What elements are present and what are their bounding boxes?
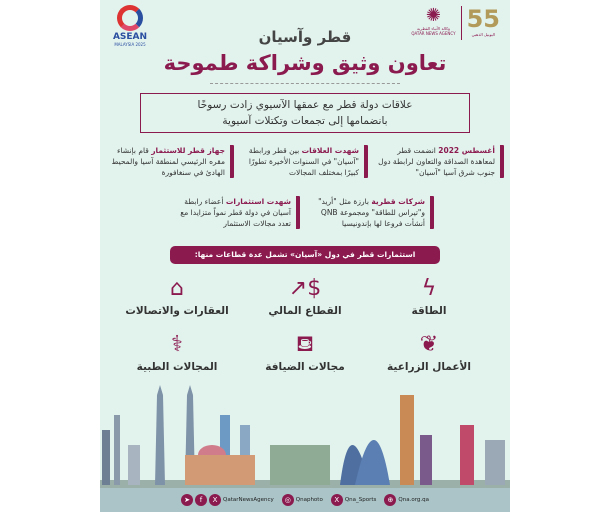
fact-text: بارزة مثل "أريد" و"تيراس للطاقة" ومجموعة QNB أنشأت فروعا لها بإندونيسيا — [318, 197, 425, 228]
skyline-illustration — [100, 385, 510, 490]
intro-line: بانضمامها إلى تجمعات وتكتلات آسيوية — [222, 115, 388, 127]
fact-highlight: شركات قطرية — [371, 197, 425, 206]
divider — [210, 83, 400, 84]
qna-emblem-icon: ✺ — [425, 5, 442, 26]
social-instagram[interactable] — [282, 494, 323, 506]
plant-hand-icon: ❦ — [419, 332, 439, 357]
handle-text[interactable]: Qna.org.qa — [398, 497, 429, 503]
asean-text: ASEAN — [112, 32, 148, 42]
x-icon[interactable]: X — [331, 494, 343, 506]
instagram-icon[interactable]: ◎ — [282, 494, 294, 506]
globe-icon[interactable]: ⊕ — [384, 494, 396, 506]
sector-finance — [240, 274, 370, 318]
footer-social — [100, 488, 510, 512]
fact-item — [238, 145, 368, 178]
agency-ar: وكالة الأنباء القطرية — [417, 26, 450, 31]
sector-label: الأعمال الزراعية — [387, 361, 471, 373]
infographic — [100, 0, 510, 512]
intro-line: علاقات دولة قطر مع عمقها الآسيوي زادت رسوخًا — [197, 99, 413, 111]
page-title: تعاون وثيق وشراكة طموحة — [163, 51, 447, 75]
fact-highlight: شهدت العلاقات — [301, 146, 359, 155]
sector-hospitality — [240, 330, 370, 374]
handle-text[interactable]: Qna_Sports — [344, 497, 377, 503]
agency-en: QATAR NEWS AGENCY — [411, 31, 456, 36]
fact-highlight: جهاز قطر للاستثمار — [151, 146, 225, 155]
fact-highlight: شهدت استثمارات — [225, 197, 291, 206]
sector-label: العقارات والاتصالات — [125, 305, 229, 317]
lightning-icon: ϟ — [421, 276, 437, 301]
social-sports[interactable] — [331, 494, 377, 506]
asean-subtext: MALAYSIA 2025 — [114, 42, 146, 47]
finance-growth-icon: $↗ — [288, 276, 322, 301]
sector-energy — [364, 274, 494, 318]
website-link[interactable] — [384, 494, 429, 506]
sector-label: مجالات الضيافة — [265, 361, 345, 373]
fact-highlight: أغسطس 2022 — [438, 146, 495, 155]
telegram-icon[interactable]: ➤ — [181, 494, 193, 506]
fact-item — [104, 145, 234, 178]
social-qatarnewsagency[interactable] — [181, 494, 274, 506]
subtitle: قطر وآسيان — [258, 28, 352, 46]
handle-text[interactable]: QatarNewsAgency — [223, 497, 274, 503]
fact-text: أعضاء رابطة آسيان في دولة قطر نمواً متزايدا مع تعدد مجالات الاستثمار — [180, 197, 291, 228]
anniversary-logo: 55 — [466, 5, 500, 33]
fact-item — [170, 196, 300, 229]
fact-text: بين قطر ورابطة "آسيان" في السنوات الأخيرة تطورًا كبيرًا بمختلف المجالات — [248, 146, 359, 177]
house-hand-icon: ⌂ — [170, 276, 184, 301]
stethoscope-icon: ⚕ — [171, 332, 183, 357]
handle-text[interactable]: Qnaphoto — [295, 497, 323, 503]
fact-item — [306, 196, 434, 229]
intro-box — [140, 93, 470, 133]
sector-medical — [112, 330, 242, 374]
sector-label: الطاقة — [411, 305, 447, 317]
x-icon[interactable]: X — [209, 494, 221, 506]
sector-real-estate — [112, 274, 242, 318]
hospitality-icon: ⛾ — [296, 332, 314, 357]
fact-text: قام بإنشاء مقره الرئيسي لمنطقة آسيا والمحيط الهادئ في سنغافورة — [111, 146, 225, 177]
fact-text: انضمت قطر لمعاهدة الصداقة والتعاون لرابطة دول جنوب شرق آسيا "آسيان" — [378, 146, 495, 177]
sector-agriculture — [364, 330, 494, 374]
anniversary-sub: اليوبيل الذهبي — [471, 32, 495, 37]
sector-label: القطاع المالي — [268, 305, 342, 317]
sector-label: المجالات الطبية — [136, 361, 218, 373]
sectors-banner: استثمارات قطر في دول «آسيان» تشمل عدة قطاعات منها: — [170, 246, 440, 264]
facebook-icon[interactable]: f — [195, 494, 207, 506]
fact-item — [372, 145, 504, 178]
